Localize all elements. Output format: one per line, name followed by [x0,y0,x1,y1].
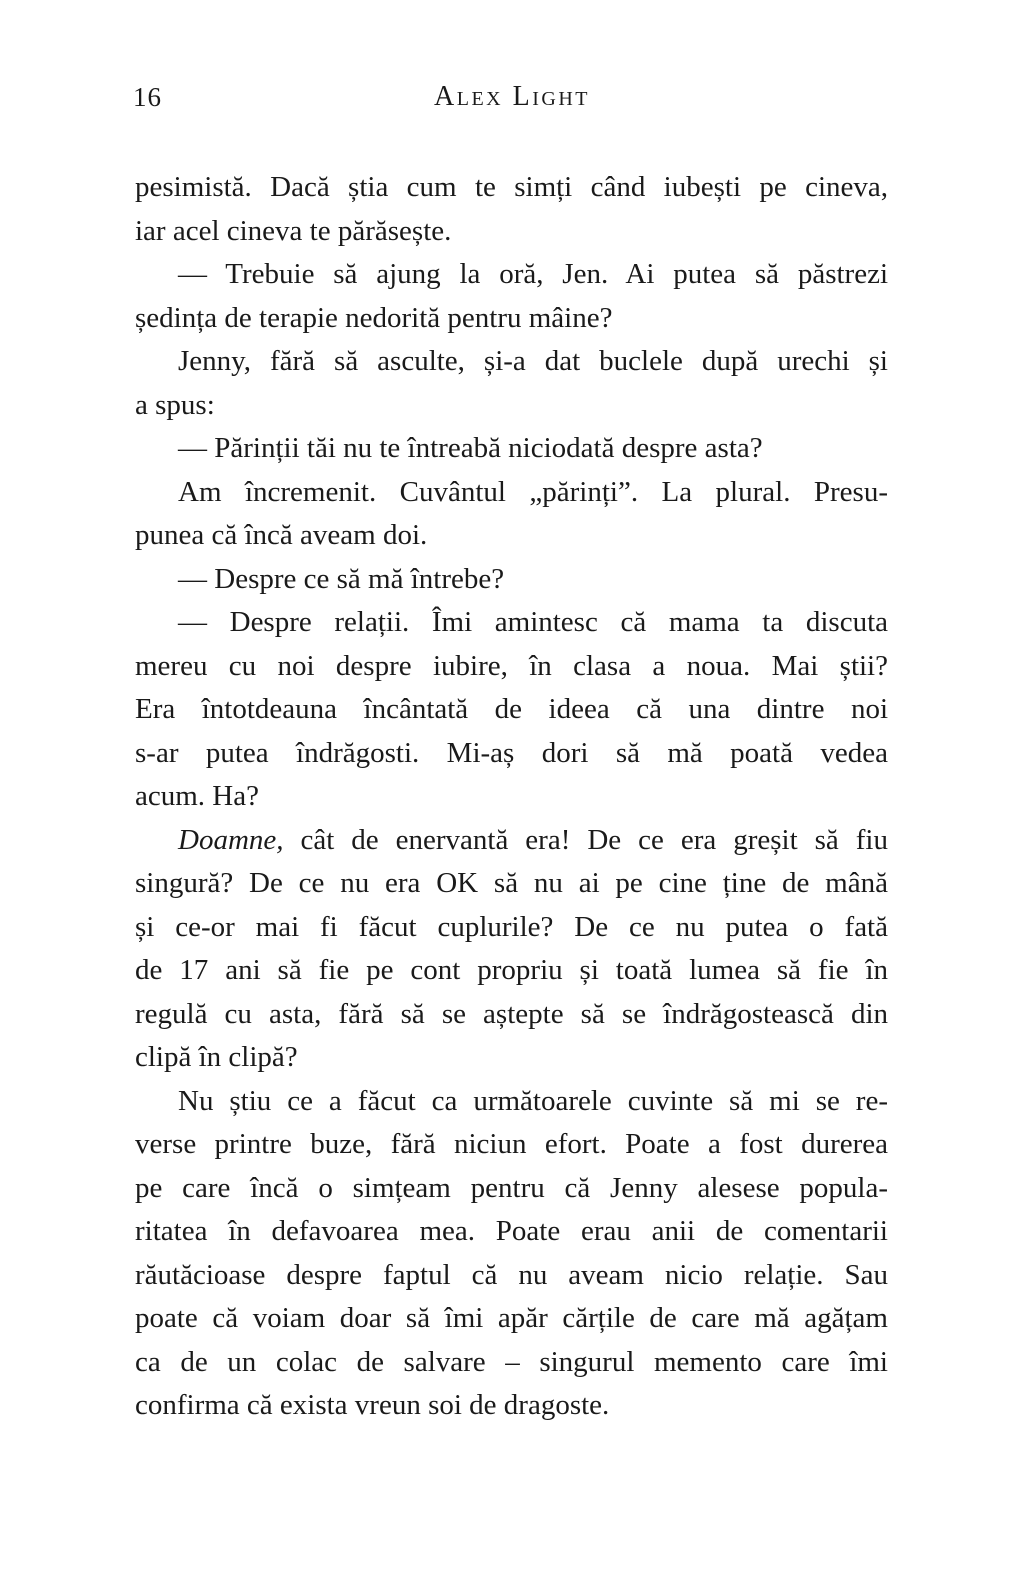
text-line: Am încremenit. Cuvântul „părinți”. La plural. Presu- [178,475,888,508]
text-line: acum. Ha? [135,780,259,812]
text-line: — Despre ce să mă întrebe? [178,562,505,595]
text-line: Doamne, cât de enervantă era! De ce era greșit să fiu [178,823,888,856]
text-line: regulă cu asta, fără să se aștepte să se îndrăgostească din [135,997,888,1030]
paragraph [135,1080,888,1428]
text-line: pe care încă o simțeam pentru că Jenny alesese popula- [135,1171,888,1204]
body-text [135,166,888,1428]
text-line: Jenny, fără să asculte, și-a dat buclele după urechi și [178,345,888,377]
page-number: 16 [133,82,162,112]
paragraph [135,253,888,340]
text-line: singură? De ce nu era OK să nu ai pe cine ține de mână [135,867,888,899]
text-line: punea că încă aveam doi. [135,519,428,551]
text-line: ritatea în defavoarea mea. Poate erau anii de comentarii [135,1215,888,1247]
text-line: de 17 ani să fie pe cont propriu și toată lumea să fie în [135,954,888,986]
text-line: poate că voiam doar să îmi apăr cărțile de care mă agățam [135,1302,888,1334]
running-header-author: Alex Light [434,81,590,112]
text-line: — Părinții tăi nu te întreabă niciodată despre asta? [178,432,763,464]
paragraph [135,340,888,427]
text-line: — Despre relații. Îmi amintesc că mama ta discuta [178,606,888,638]
text-line: s-ar putea îndrăgosti. Mi-aș dori să mă poată vedea [135,736,888,769]
text-line: Nu știu ce a făcut ca următoarele cuvinte să mi se re- [178,1084,888,1117]
text-line: ca de un colac de salvare – singurul memento care îmi [135,1345,888,1378]
text-line: Era întotdeauna încântată de ideea că una dintre noi [135,693,888,725]
text-line: clipă în clipă? [135,1041,298,1073]
paragraph [135,166,888,253]
text-line: mereu cu noi despre iubire, în clasa a noua. Mai știi? [135,649,888,682]
text-line: ședința de terapie nedorită pentru mâine? [135,301,613,334]
paragraph [135,601,888,819]
text-line: — Trebuie să ajung la oră, Jen. Ai putea să păstrezi [178,258,888,290]
text-line: verse printre buze, fără niciun efort. Poate a fost durerea [135,1128,888,1160]
text-line: și ce-or mai fi făcut cuplurile? De ce nu putea o fată [135,910,888,943]
running-header [0,82,1024,116]
text-line: răutăcioase despre faptul că nu aveam nicio relație. Sau [135,1258,888,1291]
italic-lead: Doamne, [178,823,284,856]
paragraph [135,471,888,558]
text-line: confirma că exista vreun soi de dragoste. [135,1389,610,1421]
paragraph [135,558,888,602]
text-line: a spus: [135,388,215,421]
text-line: iar acel cineva te părăsește. [135,214,452,247]
text-line: pesimistă. Dacă știa cum te simți când iubești pe cineva, [135,171,888,203]
paragraph [135,427,888,471]
paragraph [135,819,888,1080]
